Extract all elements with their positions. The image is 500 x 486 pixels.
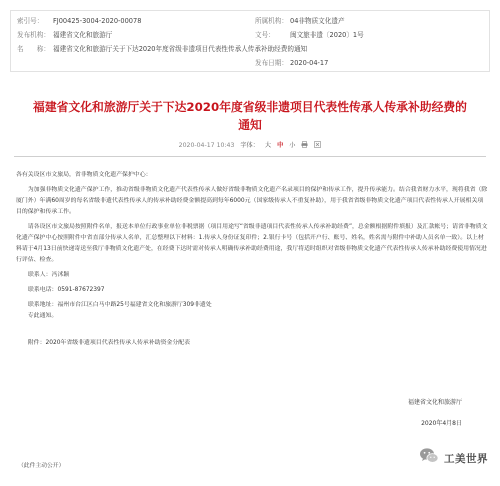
publish-datetime: 2020-04-17 10:43 — [178, 142, 235, 149]
signature-block — [408, 397, 462, 439]
meta-name-value: 福建省文化和旅游厅关于下达2020年度省级非遗项目代表性传承人传承补助经费的通知 — [53, 45, 308, 53]
signature-date: 2020年4月8日 — [421, 420, 462, 427]
wechat-icon — [419, 447, 439, 469]
meta-row-issuer — [11, 29, 489, 41]
font-size-medium-button[interactable]: 中 — [277, 142, 284, 149]
signature-org: 福建省文化和旅游厅 — [407, 399, 462, 406]
close-icon[interactable] — [314, 141, 321, 148]
document-body — [16, 170, 488, 349]
meta-row-name — [11, 43, 489, 55]
page-title — [20, 98, 480, 134]
meta-issuer-value: 福建省文化和旅游厅 — [53, 31, 113, 39]
contact-phone-label: 联系电话： — [28, 287, 58, 293]
paragraph-1: 为加强非物质文化遗产保护工作，推动省级非物质文化遗产代表性传承人做好省级非物质文化遗产名录项目的保护和传承工作，提升传承能力。结合我省财力水平，现将我省（除厦门外）年满60周岁的每名省级非遗代表性传承人的传承补助经费金额提高到每年6000元（国家级传承人不重复补助），用于我省省级非物质文化遗产项目代表性传承人开展相关项目的保护和传承工作。 — [16, 187, 488, 215]
meta-docno-value: 闽文旅非遗〔2020〕1号 — [290, 31, 364, 39]
metadata-table — [10, 10, 490, 72]
publication-note: （此件主动公开） — [18, 463, 65, 469]
contact-address: 联系地址：福州市台江区白马中路25号福建省文化和旅游厅309非遗处 — [28, 302, 212, 308]
paragraph-2: 请各设区市文旅局按照附件名单，报送本单位行政事业单位非税票据（项目用途写“省级非遗项目代表性传承人传承补助经费”，总金额根据附件填报）及汇款帐号；请省非物质文化遗产保护中心按照附件中省直部分传承人名单，汇总整理以下材料：1.传承人身份证复印件；2.银行卡号（包括开户行、账号、姓名，姓名需与附件中补助人员名单一致）。以上材料请于4月13日前快递寄送至我厅非物质文化遗产处，在经费下达时需对传承人明确传承补助经费用途，我厅将适时组织对省级非物质文化遗产代表性传承人传承补助经费使用情况进行评估、检查。 — [16, 224, 488, 263]
page-title-line2: 通知 — [238, 118, 262, 132]
contact-phone-value: 0591-87672397 — [57, 287, 105, 293]
meta-date-label: 发布日期： — [255, 59, 288, 67]
font-size-large-button[interactable]: 大 — [264, 142, 272, 149]
divider — [14, 156, 486, 157]
font-size-label: 字体： — [240, 142, 259, 149]
meta-index-value: FJ00425-3004-2020-00078 — [53, 17, 142, 25]
meta-date-value: 2020-04-17 — [290, 59, 329, 67]
meta-row-date — [11, 57, 489, 69]
attachment-line: 附件：2020年省级非遗项目代表性传承人传承补助资金分配表 — [27, 340, 191, 346]
contact-phone — [16, 285, 488, 296]
page-title-line1: 福建省文化和旅游厅关于下达2020年度省级非遗项目代表性传承人传承补助经费的 — [33, 100, 467, 114]
watermark-text: 工美世界 — [444, 452, 488, 465]
publish-dateline — [0, 140, 500, 149]
contact-person: 联系人：冯沭颖 — [28, 272, 70, 278]
salutation: 各有关设区市文旅局，省非物质文化遗产保护中心： — [16, 172, 152, 178]
watermark — [419, 448, 488, 468]
meta-docno-label: 文号： — [255, 31, 275, 39]
meta-category-value: 04非物质文化遗产 — [290, 17, 345, 25]
meta-name-label: 名 称： — [17, 45, 50, 53]
meta-index-label: 索引号： — [17, 17, 44, 25]
meta-category-label: 所属机构： — [255, 17, 288, 25]
meta-issuer-label: 发布机构： — [17, 31, 50, 39]
print-icon[interactable] — [301, 141, 308, 148]
meta-row-index — [11, 15, 489, 27]
closing-line: 专此通知。 — [27, 313, 58, 319]
font-size-small-button[interactable]: 小 — [289, 142, 296, 149]
